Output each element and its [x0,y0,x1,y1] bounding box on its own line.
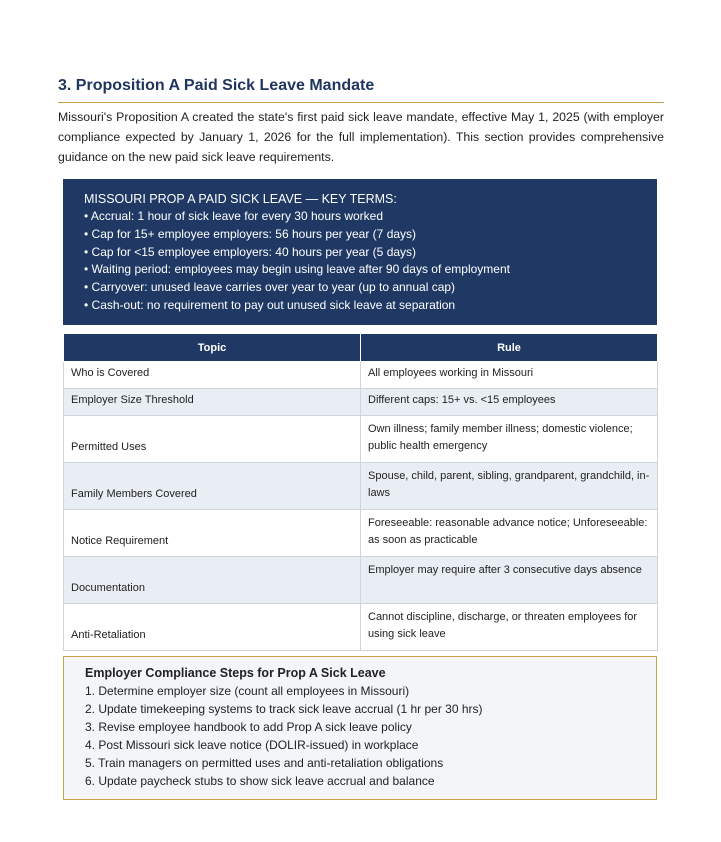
topic-cell: Documentation [64,557,361,604]
compliance-steps-box [63,656,657,800]
rule-cell: Own illness; family member illness; domestic violence; public health emergency [361,416,658,463]
table-header-row [64,334,658,362]
column-header-topic: Topic [64,334,361,362]
topic-cell: Employer Size Threshold [64,389,361,416]
key-terms-title: MISSOURI PROP A PAID SICK LEAVE — KEY TERMS: [84,192,397,206]
key-term-item: • Carryover: unused leave carries over year to year (up to annual cap) [84,280,456,295]
table-row [64,557,658,604]
key-terms-box [63,179,657,325]
key-term-item: • Cap for 15+ employee employers: 56 hours per year (7 days) [84,226,417,241]
section-heading: 3. Proposition A Paid Sick Leave Mandate [58,77,375,94]
heading-divider [58,102,664,103]
intro-paragraph: Missouri's Proposition A created the state's first paid sick leave mandate, effective May 1, 2025 (with employer compliance expected by January 1, 2026 for the full implementation). This section provides comprehensive guidance on the new paid sick leave requirements. [58,110,664,164]
column-header-rule: Rule [361,334,658,362]
topic-cell: Permitted Uses [64,416,361,463]
topic-cell: Who is Covered [64,362,361,389]
table-row [64,416,658,463]
topic-cell: Family Members Covered [64,463,361,510]
compliance-step: 2. Update timekeeping systems to track sick leave accrual (1 hr per 30 hrs) [85,701,483,716]
compliance-step: 4. Post Missouri sick leave notice (DOLIR-issued) in workplace [85,737,419,752]
table-row [64,389,658,416]
table-row [64,463,658,510]
rules-table [63,333,658,651]
rule-cell: Employer may require after 3 consecutive days absence [361,557,658,604]
compliance-step: 1. Determine employer size (count all employees in Missouri) [85,684,410,698]
rule-cell: Spouse, child, parent, sibling, grandparent, grandchild, in-laws [361,463,658,510]
compliance-step: 3. Revise employee handbook to add Prop A sick leave policy [85,719,412,734]
table-row [64,362,658,389]
rule-cell: Cannot discipline, discharge, or threaten employees for using sick leave [361,604,658,651]
table-row [64,510,658,557]
table-row [64,604,658,651]
compliance-steps-title: Employer Compliance Steps for Prop A Sick Leave [85,666,386,680]
rule-cell: Different caps: 15+ vs. <15 employees [361,389,658,416]
rule-cell: Foreseeable: reasonable advance notice; Unforeseeable: as soon as practicable [361,510,658,557]
compliance-step: 6. Update paycheck stubs to show sick leave accrual and balance [85,773,435,788]
topic-cell: Notice Requirement [64,510,361,557]
topic-cell: Anti-Retaliation [64,604,361,651]
key-term-item: • Waiting period: employees may begin using leave after 90 days of employment [84,262,510,277]
key-term-item: • Cash-out: no requirement to pay out unused sick leave at separation [84,297,456,312]
rule-cell: All employees working in Missouri [361,362,658,389]
key-term-item: • Accrual: 1 hour of sick leave for every 30 hours worked [84,209,384,223]
compliance-step: 5. Train managers on permitted uses and anti-retaliation obligations [85,755,444,770]
key-term-item: • Cap for <15 employee employers: 40 hours per year (5 days) [84,244,417,259]
